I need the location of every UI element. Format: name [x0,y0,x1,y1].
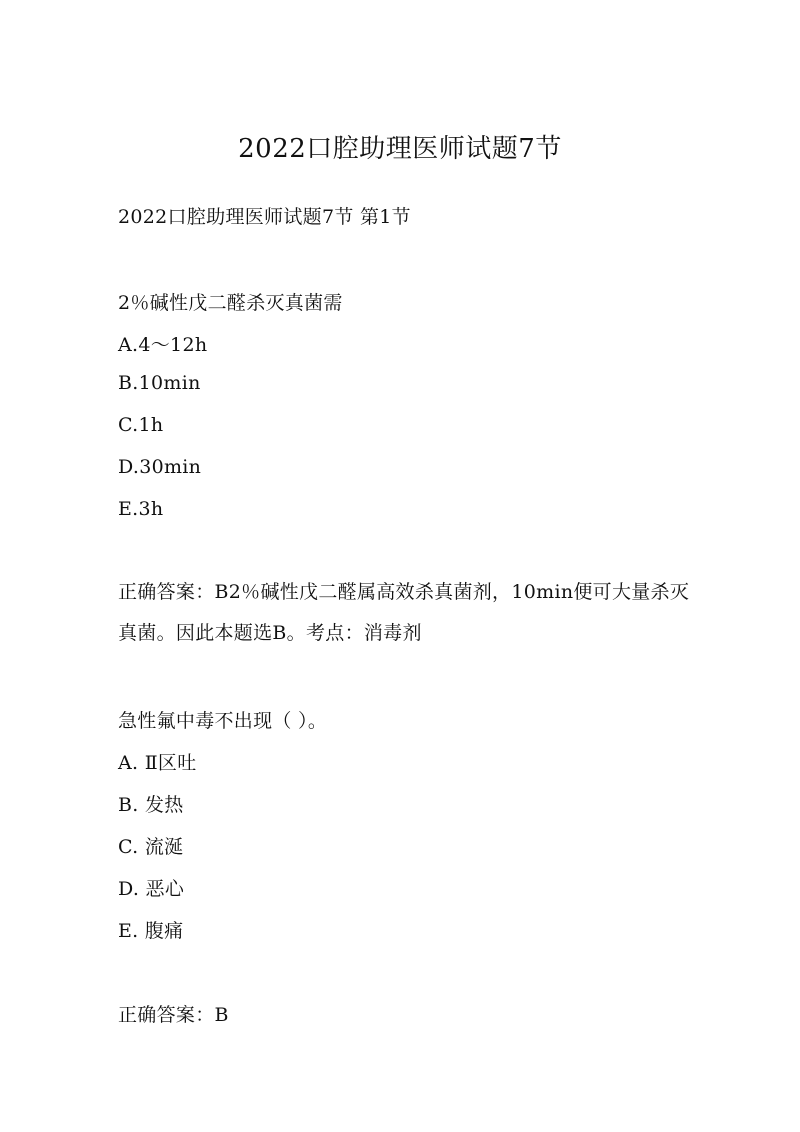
question-2-option-c: C. 流涎 [118,836,184,858]
question-1-answer: 正确答案：B2％碱性戊二醛属高效杀真菌剂，10min便可大量杀灭真菌。因此本题选B。考点：消毒剂 [118,581,690,644]
question-1-text: 2％碱性戊二醛杀灭真菌需 [118,292,343,314]
question-2-answer: 正确答案：B [118,1004,229,1026]
question-2-option-b: B. 发热 [118,794,184,816]
question-1-option-c: C.1h [118,414,164,436]
question-2-text: 急性氟中毒不出现（ ）。 [118,710,328,732]
question-1-option-d: D.30min [118,456,202,478]
question-2-option-e: E. 腹痛 [118,920,184,942]
question-1-option-e: E.3h [118,498,164,520]
question-1-option-b: B.10min [118,372,201,394]
question-1-option-a: A.4～12h [118,334,208,356]
section-heading: 2022口腔助理医师试题7节 第1节 [118,206,411,228]
question-2-option-d: D. 恶心 [118,878,185,900]
document-title: 2022口腔助理医师试题7节 [238,134,562,164]
question-2-option-a: A. Ⅱ区吐 [118,752,197,774]
